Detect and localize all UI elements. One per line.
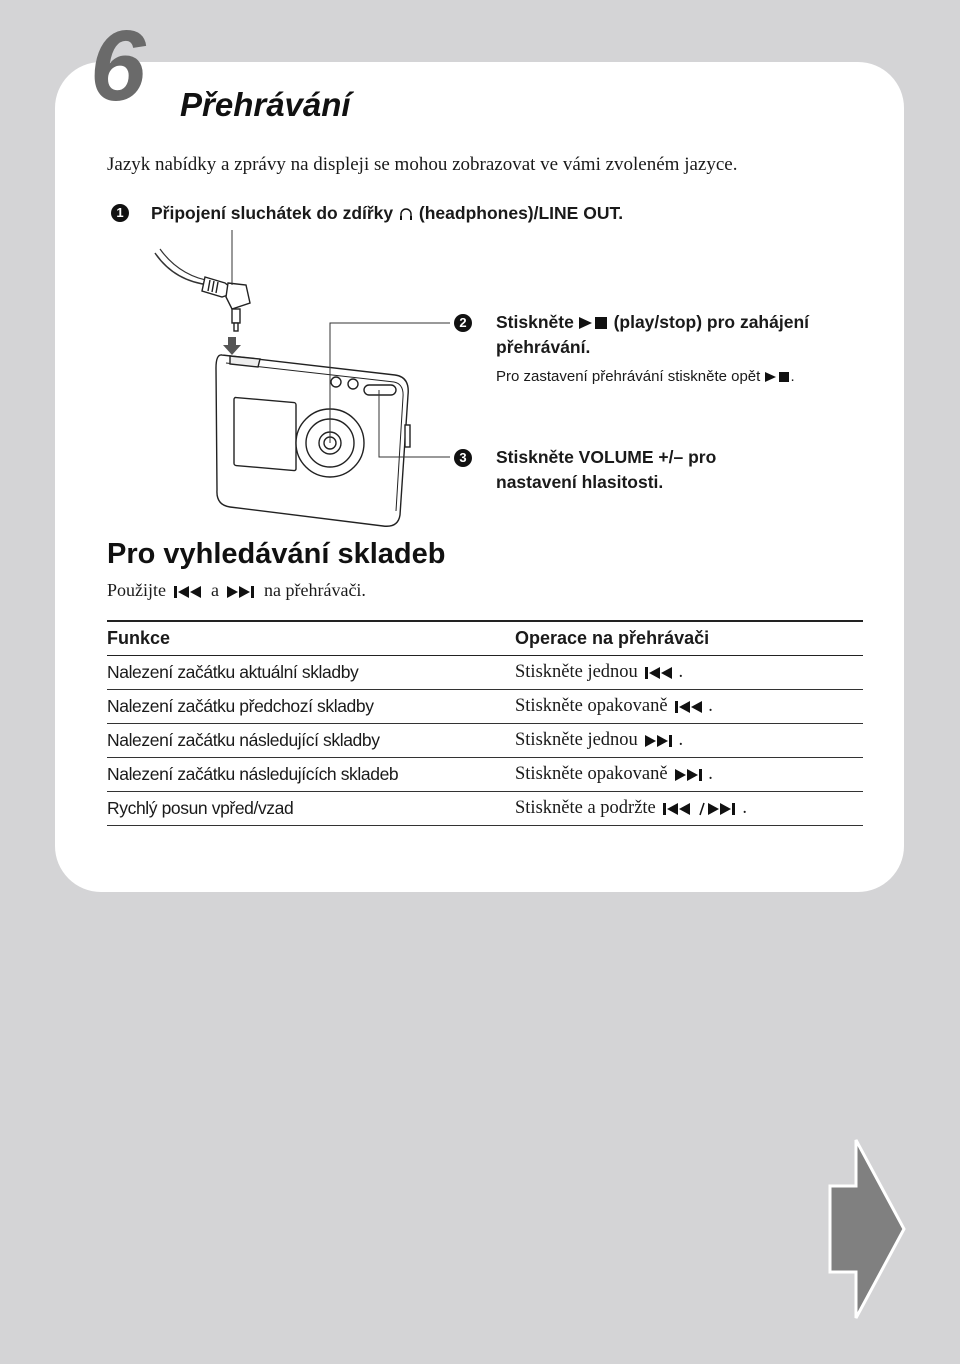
step-3-text bbox=[496, 445, 716, 495]
step-1-text-after: (headphones)/LINE OUT. bbox=[418, 203, 624, 223]
operation-cell bbox=[515, 690, 863, 724]
section-subtext-middle: a bbox=[211, 580, 219, 600]
function-cell: Nalezení začátku aktuální skladby bbox=[107, 656, 515, 690]
headphone-plug bbox=[202, 277, 250, 331]
step-2-note bbox=[496, 368, 795, 385]
step-2-text-line2: přehrávání. bbox=[496, 337, 591, 357]
play-stop-icon bbox=[579, 316, 609, 330]
operation-cell bbox=[515, 792, 863, 826]
chapter-title: Přehrávání bbox=[180, 86, 351, 123]
step-1-text-before: Připojení sluchátek do zdířky bbox=[151, 203, 394, 223]
operation-end: . bbox=[742, 798, 748, 818]
player-screen bbox=[234, 397, 296, 470]
previous-track-icon bbox=[642, 666, 678, 680]
step-2-text-before: Stiskněte bbox=[496, 312, 574, 332]
step-3-text-line2: nastavení hlasitosti. bbox=[496, 472, 664, 492]
function-cell: Nalezení začátku následujících skladeb bbox=[107, 758, 515, 792]
intro-text: Jazyk nabídky a zprávy na displeji se mohou zobrazovat ve vámi zvoleném jazyce. bbox=[107, 154, 738, 175]
previous-track-icon bbox=[171, 585, 207, 599]
table-row bbox=[107, 724, 863, 758]
previous-next-track-icon bbox=[660, 802, 742, 816]
player-illustration bbox=[150, 225, 450, 530]
operation-text: Stiskněte jednou bbox=[515, 662, 638, 682]
step-2-text-after: (play/stop) pro zahájení bbox=[613, 312, 810, 332]
table-header-function: Funkce bbox=[107, 621, 515, 656]
step-2-note-after: . bbox=[790, 368, 795, 385]
operation-cell bbox=[515, 724, 863, 758]
step-3-text-line1: Stiskněte VOLUME +/– pro bbox=[496, 447, 717, 467]
section-heading: Pro vyhledávání skladeb bbox=[107, 538, 446, 570]
step-2-note-before: Pro zastavení přehrávání stiskněte opět bbox=[496, 368, 761, 385]
next-track-icon bbox=[642, 734, 678, 748]
operation-text: Stiskněte jednou bbox=[515, 730, 638, 750]
section-subtext-after: na přehrávači. bbox=[264, 580, 366, 600]
operation-cell bbox=[515, 758, 863, 792]
operation-text: Stiskněte opakovaně bbox=[515, 764, 668, 784]
operation-end: . bbox=[678, 662, 684, 682]
play-stop-icon bbox=[765, 371, 791, 383]
function-cell: Rychlý posun vpřed/vzad bbox=[107, 792, 515, 826]
operations-table bbox=[107, 620, 863, 826]
step-2-marker: 2 bbox=[454, 314, 472, 332]
section-subtext-before: Použijte bbox=[107, 580, 166, 600]
function-cell: Nalezení začátku předchozí skladby bbox=[107, 690, 515, 724]
operation-text: Stiskněte opakovaně bbox=[515, 696, 668, 716]
table-row bbox=[107, 792, 863, 826]
operation-cell bbox=[515, 656, 863, 690]
insert-arrow-icon bbox=[223, 337, 241, 355]
step-1-marker: 1 bbox=[111, 204, 129, 222]
step-3-marker: 3 bbox=[454, 449, 472, 467]
headphone-cable bbox=[155, 253, 210, 285]
player-body bbox=[216, 355, 410, 526]
previous-track-icon bbox=[672, 700, 708, 714]
table-row bbox=[107, 758, 863, 792]
operation-end: . bbox=[678, 730, 684, 750]
section-subtext bbox=[107, 580, 366, 601]
next-track-icon bbox=[224, 585, 260, 599]
table-row bbox=[107, 690, 863, 724]
function-cell: Nalezení začátku následující skladby bbox=[107, 724, 515, 758]
next-page-arrow-icon[interactable] bbox=[828, 1138, 908, 1320]
table-row bbox=[107, 656, 863, 690]
table-header-row bbox=[107, 621, 863, 656]
next-track-icon bbox=[672, 768, 708, 782]
headphones-icon bbox=[398, 206, 414, 222]
table-header-operation: Operace na přehrávači bbox=[515, 621, 863, 656]
step-2-text bbox=[496, 310, 856, 360]
chapter-number: 6 bbox=[90, 10, 144, 122]
operation-end: . bbox=[708, 696, 713, 716]
operation-end: . bbox=[708, 764, 713, 784]
operation-text: Stiskněte a podržte bbox=[515, 798, 656, 818]
step-1-text bbox=[151, 201, 623, 226]
